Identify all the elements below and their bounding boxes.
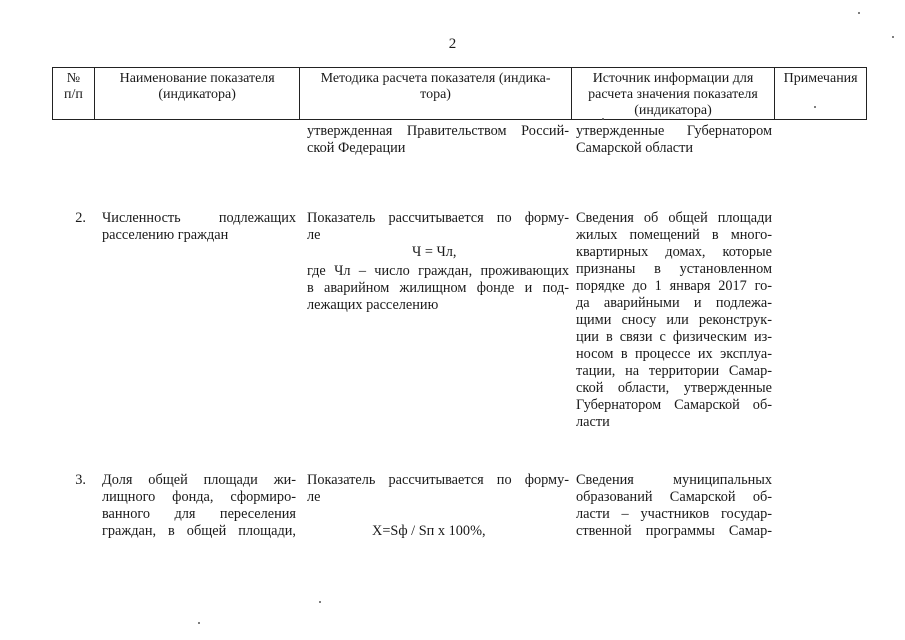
scan-speck [602, 118, 604, 120]
scan-speck [319, 601, 321, 603]
header-col-name: Наименование показателя (индикатора) [95, 68, 301, 119]
row3-name: Доля общей площади жи- лищного фонда, сформиро- ванного для переселения граждан, в общей площади, [102, 472, 296, 539]
row3-formula: X=Sф / Sп х 100%, [372, 523, 486, 539]
row3-number: 3. [75, 472, 86, 488]
scan-speck [892, 36, 894, 38]
scan-speck [814, 106, 816, 108]
scan-speck [858, 12, 860, 14]
row2-formula: Ч = Чл, [412, 244, 457, 260]
row-cont-source: утвержденные Губернатором Самарской области [576, 123, 772, 156]
row-cont-method: утвержденная Правительством Россий- ской Федерации [307, 123, 569, 156]
header-col-number: № п/п [53, 68, 95, 119]
table-header [52, 67, 867, 120]
row2-source: Сведения об общей площади жилых помещений в много- квартирных домах, которые признаны в установленном порядке до 1 января 2017 го- да аварийными и подлежа- щими сносу или реконструк- ции в связи с физическим из- носом в процессе их эксплуа- тации, на территории Самар- ской области, утвержденные Губернатором Самарской об- ласти [576, 210, 772, 430]
scan-speck [198, 622, 200, 624]
header-col-method: Методика расчета показателя (индика- тора) [300, 68, 571, 119]
row3-source: Сведения муниципальных образований Самарской об- ласти – участников государ- ственной программы Самар- [576, 472, 772, 539]
header-col-notes: Примечания [783, 71, 858, 86]
row3-method: Показатель рассчитывается по форму- ле [307, 472, 569, 505]
row2-method: Показатель рассчитывается по форму- ле [307, 210, 569, 243]
row2-number: 2. [75, 210, 86, 226]
row2-method-explanation: где Чл – число граждан, проживающих в аварийном жилищном фонде и под- лежащих расселению [307, 263, 569, 313]
row2-name: Численность подлежащих расселению граждан [102, 210, 296, 243]
page-number: 2 [448, 36, 457, 52]
header-col-source: Источник информации для расчета значения показателя (индикатора) [572, 68, 776, 119]
